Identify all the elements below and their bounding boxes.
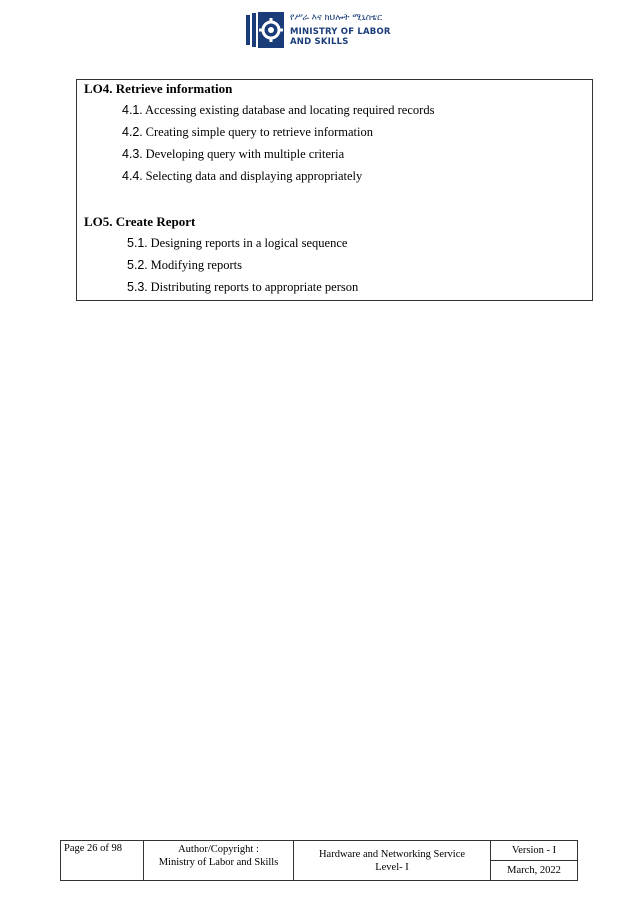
lo4-item-2: [122, 125, 373, 140]
logo-amharic-text: የሥራ እና ክህሎት ሚኒስቴር: [290, 13, 383, 23]
version-cell: Version - I: [491, 841, 578, 861]
lo4-item-3: [122, 147, 344, 162]
course-title: Hardware and Networking Service: [318, 848, 466, 860]
ministry-emblem-icon: [246, 12, 286, 48]
lo4-title: LO4. Retrieve information: [84, 81, 233, 96]
item-number: 5.1: [127, 236, 145, 250]
page-number: Page 26 of 98: [61, 841, 144, 881]
item-number: 4.1: [122, 103, 140, 117]
item-number: 4.4: [122, 169, 140, 183]
author-cell: [144, 841, 294, 881]
author-label: Author/Copyright :: [178, 844, 259, 855]
course-level: Level- I: [375, 861, 409, 873]
lo4-item-1: [122, 103, 434, 118]
lo5-item-1: [127, 236, 347, 251]
learning-outcomes-box: [76, 79, 593, 301]
date-cell: March, 2022: [491, 861, 578, 881]
item-text: . Designing reports in a logical sequence: [144, 236, 348, 250]
item-number: 5.2: [127, 258, 145, 272]
item-text: . Creating simple query to retrieve information: [139, 125, 374, 139]
lo5-title: LO5. Create Report: [84, 214, 196, 229]
item-text: . Distributing reports to appropriate person: [144, 280, 359, 294]
page-footer: [60, 840, 578, 881]
item-text: . Developing query with multiple criteria: [139, 147, 345, 161]
item-text: . Accessing existing database and locating required records: [139, 103, 435, 117]
item-text: . Modifying reports: [144, 258, 242, 272]
logo-text-line2: AND SKILLS: [290, 37, 349, 47]
ministry-logo: [246, 12, 396, 50]
lo5-item-3: [127, 280, 358, 295]
item-number: 4.3: [122, 147, 140, 161]
item-text: . Selecting data and displaying appropriately: [139, 169, 363, 183]
lo4-item-4: [122, 169, 362, 184]
item-number: 4.2: [122, 125, 140, 139]
author-name: Ministry of Labor and Skills: [158, 857, 279, 868]
item-number: 5.3: [127, 280, 145, 294]
course-cell: [294, 841, 491, 881]
lo5-item-2: [127, 258, 242, 273]
logo-text-line1: MINISTRY OF LABOR: [290, 27, 391, 37]
